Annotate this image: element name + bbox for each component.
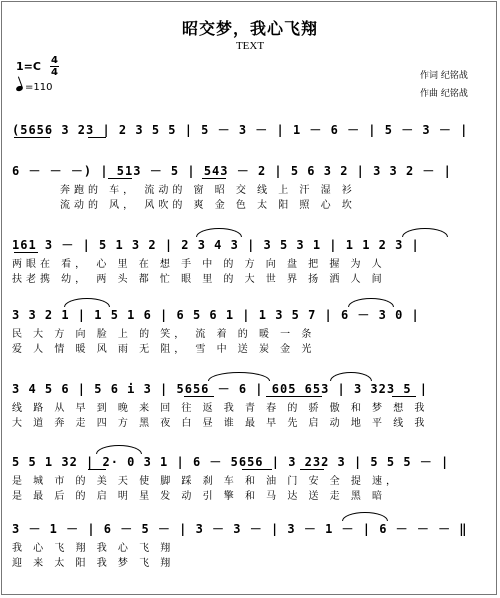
time-signature-bottom: 4 <box>51 67 58 78</box>
beam-mark <box>14 252 38 253</box>
lyrics-line-5-verse-2: 大 道 奔 走 四 方 黑 夜 白 昼 谁 最 早 先 启 动 地 平 线 我 <box>12 418 429 429</box>
tempo-value: =110 <box>25 82 53 93</box>
beam-mark <box>242 469 272 470</box>
quarter-note-icon <box>15 85 23 92</box>
notes-line-3: 161 3 － | 5 1 3 2 | 2 3 4 3 | 3 5 3 1 | 1 1 2 3 | <box>12 238 420 252</box>
tempo-marking <box>16 82 52 93</box>
lyrics-line-4-verse-2: 爱 人 情 暖 风 雨 无 阻， 雪 中 送 炭 金 光 <box>12 344 316 355</box>
lyrics-line-7-verse-2: 迎 来 太 阳 我 梦 飞 翔 <box>12 558 175 569</box>
lyrics-line-2-verse-1: 奔跑的 车， 流动的 窗 昭 交 线 上 汗 湿 衫 <box>60 185 356 196</box>
notes-line-2: 6 － － －) | 513 － 5 | 543 － 2 | 5 6 3 2 | 3 3 2 － | <box>12 164 452 178</box>
song-title: 昭交梦，我心飞翔 <box>181 19 318 38</box>
beam-mark <box>88 469 106 470</box>
notes-line-6: 5 5 1 32 | 2· 0 3 1 | 6 － 5656 | 3 232 3 | 5 5 5 － | <box>12 455 450 469</box>
song-subtitle: TEXT <box>235 40 265 52</box>
key-signature: 1=C <box>16 60 41 73</box>
beam-mark <box>392 396 416 397</box>
notes-line-4: 3 3 2 1 | 1 5 1 6 | 6 5 6 1 | 1 3 5 7 | 6 － 3 0 | <box>12 308 420 322</box>
time-signature <box>50 55 59 78</box>
notes-line-5: 3 4 5 6 | 5 6 i 3 | 5656 － 6 | 605 653 | 3 323 5 | <box>12 382 429 396</box>
beam-mark <box>184 396 214 397</box>
time-signature-top: 4 <box>51 55 58 66</box>
lyrics-line-2-verse-2: 流动的 风， 风吹的 爽 金 色 太 阳 照 心 坎 <box>60 200 356 211</box>
lyrics-line-5-verse-1: 线 路 从 早 到 晚 来 回 往 返 我 青 春 的 骄 傲 和 梦 想 我 <box>12 403 429 414</box>
beam-mark <box>14 137 50 138</box>
notes-line-7: 3 － 1 － | 6 － 5 － | 3 － 3 － | 3 － 1 － | 6 － － － ‖ <box>12 522 468 536</box>
beam-mark <box>108 178 132 179</box>
lyricist-credit: 作词 纪铭战 <box>420 71 468 81</box>
lyrics-line-4-verse-1: 民 大 方 向 脸 上 的 笑， 流 着 的 暖 一 条 <box>12 329 316 340</box>
lyrics-line-6-verse-1: 是 城 市 的 美 天 使 脚 踩 刹 车 和 油 门 安 全 提 速， <box>12 476 401 487</box>
lyrics-line-3-verse-1: 两眼在 看， 心 里 在 想 手 中 的 方 向 盘 把 握 为 人 <box>12 259 386 270</box>
beam-mark <box>300 469 324 470</box>
composer-credit: 作曲 纪铭战 <box>420 89 468 99</box>
notes-line-1: (5656 3 23 | 2 3 5 5 | 5 － 3 － | 1 － 6 － | 5 － 3 － | <box>12 123 469 137</box>
lyrics-line-3-verse-2: 扶老携 幼， 两 头 都 忙 眼 里 的 大 世 界 扬 洒 人 间 <box>12 274 386 285</box>
beam-mark <box>266 396 322 397</box>
beam-mark <box>202 178 226 179</box>
lyrics-line-7-verse-1: 我 心 飞 翔 我 心 飞 翔 <box>12 543 175 554</box>
lyrics-line-6-verse-2: 是 最 后 的 启 明 星 发 动 引 擎 和 马 达 送 走 黑 暗 <box>12 491 387 502</box>
beam-mark <box>88 137 106 138</box>
